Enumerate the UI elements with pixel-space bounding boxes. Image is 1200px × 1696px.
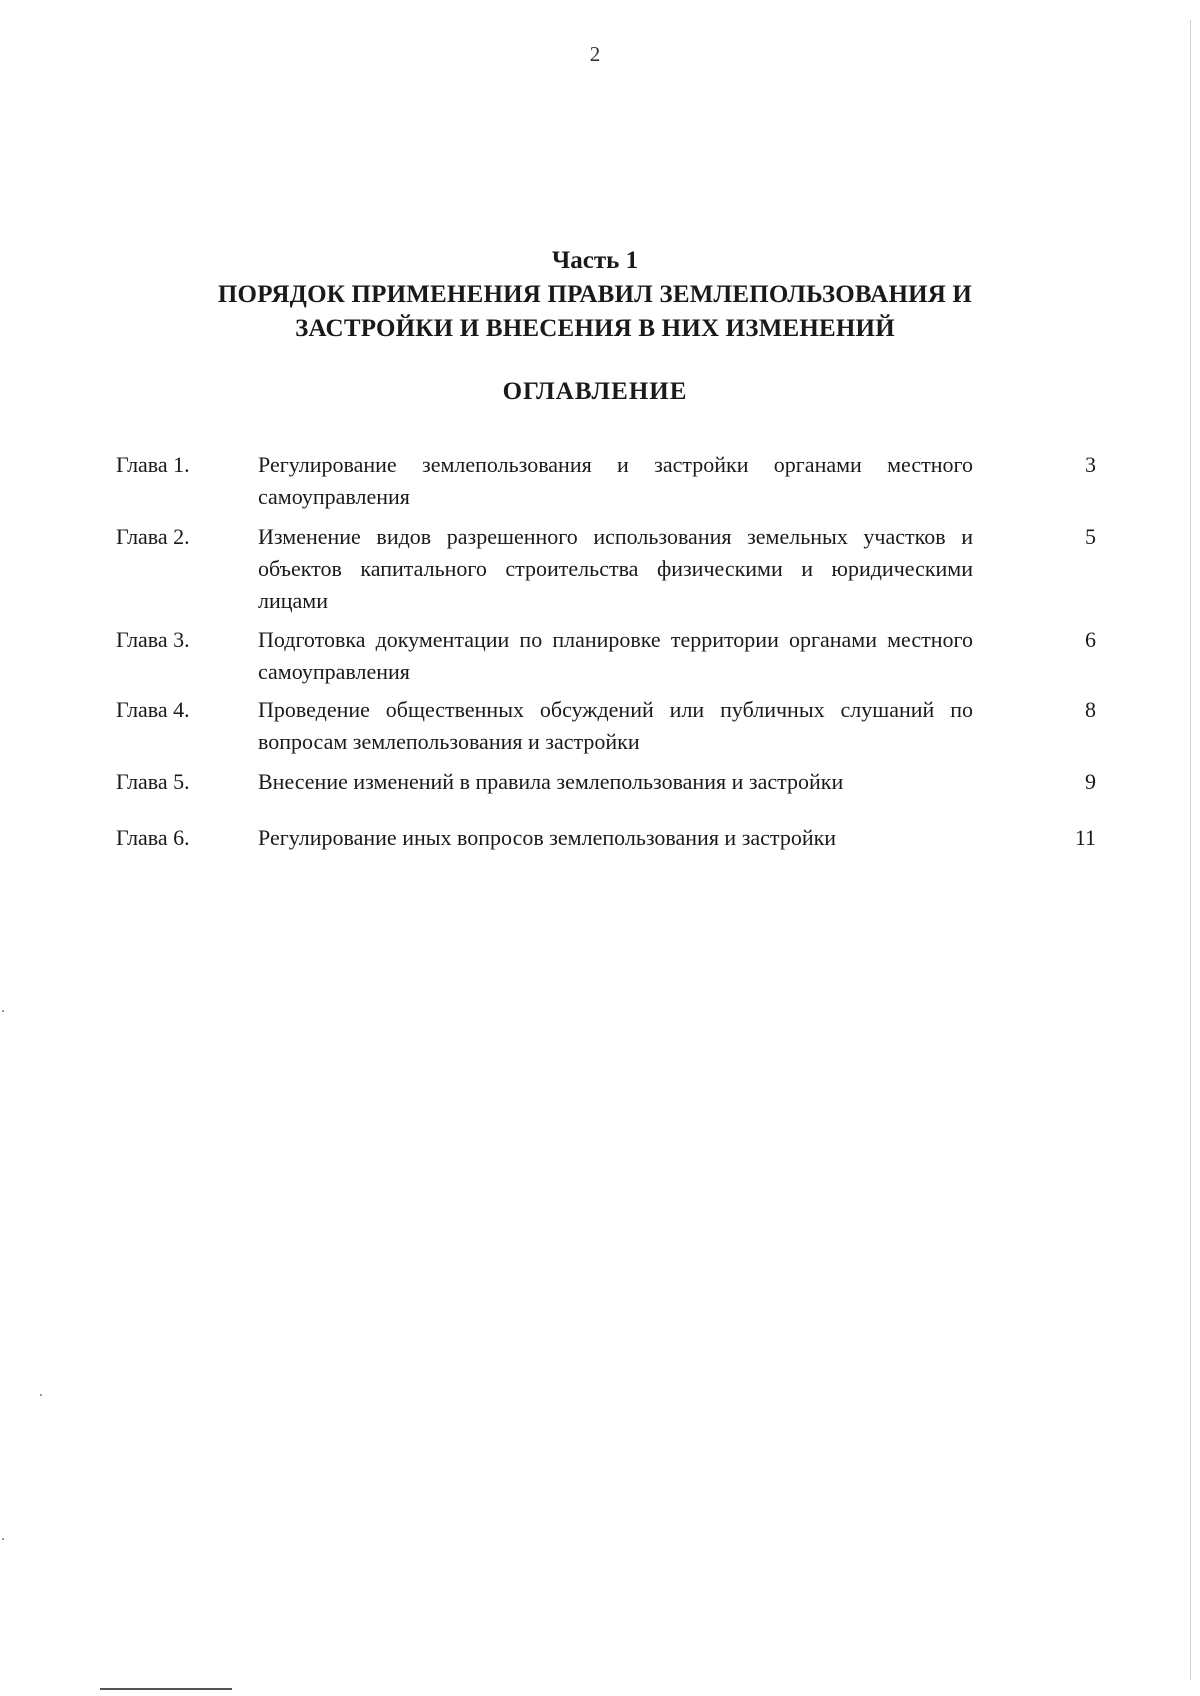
scan-speck bbox=[2, 1538, 4, 1540]
toc-entry bbox=[116, 449, 1096, 521]
toc-chapter-title: Изменение видов разрешенного использования земельных участков и объектов капитального строительства физическими и юридическими лицами bbox=[258, 524, 973, 613]
toc-entry bbox=[116, 822, 1096, 862]
toc-chapter-label: Глава 2. bbox=[116, 524, 190, 549]
toc-chapter-label: Глава 1. bbox=[116, 452, 190, 477]
scan-speck bbox=[2, 1010, 4, 1012]
toc-entry bbox=[116, 694, 1096, 766]
toc-page-number: 5 bbox=[1085, 524, 1096, 549]
toc-entry bbox=[116, 766, 1096, 822]
toc-page-number: 6 bbox=[1085, 627, 1096, 652]
page-number: 2 bbox=[589, 42, 601, 66]
scan-speck bbox=[40, 1394, 42, 1396]
toc-chapter-title: Проведение общественных обсуждений или публичных слушаний по вопросам землепользования и застройки bbox=[258, 697, 973, 754]
toc-chapter-title: Регулирование иных вопросов землепользования и застройки bbox=[258, 825, 837, 850]
toc-chapter-label: Глава 5. bbox=[116, 769, 190, 794]
toc-entry bbox=[116, 624, 1096, 694]
toc-chapter-label: Глава 3. bbox=[116, 627, 190, 652]
toc-page-number: 9 bbox=[1085, 769, 1096, 794]
toc-entry bbox=[116, 521, 1096, 624]
toc-page-number: 3 bbox=[1085, 452, 1096, 477]
part-title: ПОРЯДОК ПРИМЕНЕНИЯ ПРАВИЛ ЗЕМЛЕПОЛЬЗОВАНИЯ И ЗАСТРОЙКИ И ВНЕСЕНИЯ В НИХ ИЗМЕНЕНИЙ bbox=[217, 281, 973, 342]
toc-page-number: 8 bbox=[1085, 697, 1096, 722]
toc-chapter-title: Внесение изменений в правила землепользования и застройки bbox=[258, 769, 844, 794]
toc-chapter-title: Подготовка документации по планировке территории органами местного самоуправления bbox=[258, 627, 973, 684]
toc-page-number: 11 bbox=[1074, 825, 1096, 850]
toc-chapter-label: Глава 6. bbox=[116, 825, 190, 850]
toc-heading: ОГЛАВЛЕНИЕ bbox=[502, 378, 688, 405]
toc-chapter-title: Регулирование землепользования и застройки органами местного самоуправления bbox=[258, 452, 973, 509]
part-label: Часть 1 bbox=[551, 247, 639, 274]
table-of-contents bbox=[116, 449, 1096, 862]
scan-edge-line bbox=[1190, 20, 1191, 1680]
toc-chapter-label: Глава 4. bbox=[116, 697, 190, 722]
scan-mark bbox=[100, 1688, 232, 1690]
